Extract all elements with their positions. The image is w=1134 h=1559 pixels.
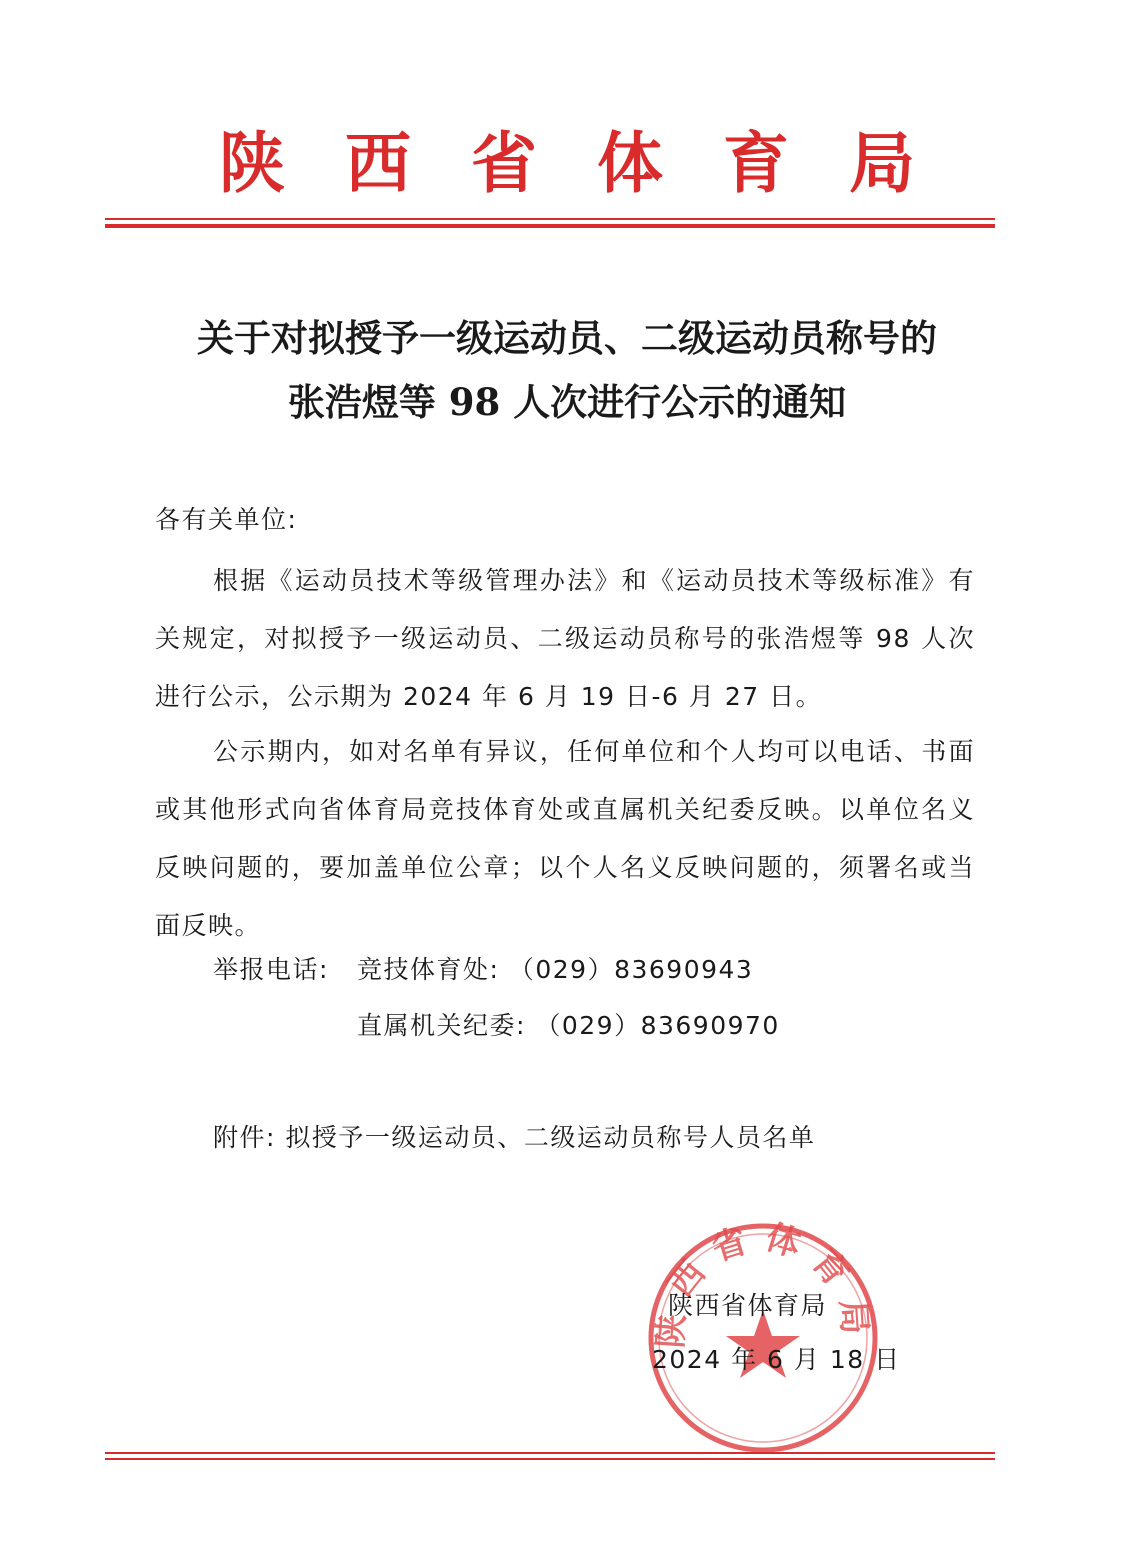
footer-rule-top: [105, 1452, 995, 1454]
header-rule-bottom: [105, 224, 995, 228]
seal-text: 陕西省体育局: [650, 1218, 876, 1350]
document-title-line1: 关于对拟授予一级运动员、二级运动员称号的: [197, 316, 937, 360]
paragraph-objection: 公示期内，如对名单有异议，任何单位和个人均可以电话、书面或其他形式向省体育局竞技体育处或直属机关纪委反映。以单位名义反映问题的，要加盖单位公章；以个人名义反映问题的，须署名或当面反映。: [155, 737, 975, 940]
hotline-sports-dept: 竞技体育处: （029）83690943: [357, 955, 754, 984]
header-rule-top: [105, 218, 995, 220]
signature-date: 2024 年 6 月 18 日: [652, 1345, 901, 1374]
official-seal: [643, 1218, 883, 1458]
paragraph-basis: 根据《运动员技术等级管理办法》和《运动员技术等级标准》有关规定，对拟授予一级运动员、二级运动员称号的张浩煜等 98 人次进行公示，公示期为 2024 年 6 月 19 日-6 月 27 日。: [155, 566, 975, 711]
hotline-discipline-committee: 直属机关纪委: （029）83690970: [357, 1011, 780, 1040]
signature-org: 陕西省体育局: [668, 1291, 828, 1320]
hotline-label: 举报电话:: [213, 955, 329, 984]
salutation: 各有关单位:: [155, 505, 298, 534]
attachment-note: 附件: 拟授予一级运动员、二级运动员称号人员名单: [213, 1123, 816, 1152]
agency-header: 陕西省体育局: [219, 124, 975, 202]
footer-rule-bottom: [105, 1458, 995, 1460]
document-title-line2: 张浩煜等 98 人次进行公示的通知: [287, 380, 847, 424]
